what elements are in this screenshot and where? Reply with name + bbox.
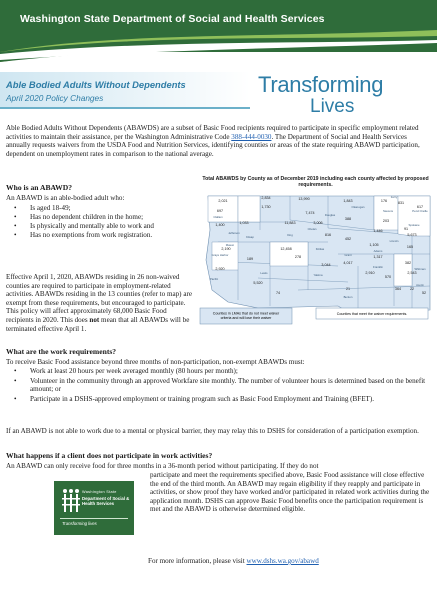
county-value: 816 [324,233,332,237]
logo-divider [60,518,128,519]
bullet-icon: • [14,395,17,404]
county-value: 617 [416,205,424,209]
county-value: 5,673 [407,233,417,237]
work-lead: To receive Basic Food assistance beyond three months of non-participation, non-exempt ABAWDs must: [6,358,305,366]
list-item [6,377,431,394]
effective-emphasis: not [89,315,100,324]
bullet-icon: • [14,230,17,239]
who-heading: Who is an ABAWD? [6,183,73,192]
county-value: 13,990 [298,197,310,201]
county-value: 2,834 [261,196,271,200]
county-name: Grays Harbor [211,253,229,257]
county-name: Asotin [416,283,424,287]
county-value: 165 [406,245,414,249]
bullet-icon: • [14,367,17,375]
list-item-text: Is physically and mentally able to work and [30,221,154,230]
waiver-county [270,242,308,266]
county-name: Pacific [209,277,219,281]
county-name: Chelan [307,227,317,231]
work-list [6,367,431,405]
county-value: 21 [345,287,351,291]
county-value: 278 [294,255,302,259]
effective-text-b: mean that all ABAWDs will be terminated effective April 1. [6,315,190,333]
map-title: Total ABAWDS by County as of December 2019 including each county affected by proposed requirements. [202,176,429,189]
intro-text-a: Able Bodied Adults Without Dependents (ABAWDS) are a subset of Basic Food recipients required to participate in specific employment related activities to maintain their assistance, per the Washington Administrative Code [6,124,419,141]
logo-tagline: Transforming lives [62,521,97,526]
title-band [0,72,250,110]
county-value: 1,105 [369,243,379,247]
county-value: 11,883 [284,221,296,225]
county-value: 22 [409,287,415,291]
abawd-link[interactable]: www.dshs.wa.gov/abawd [246,557,319,565]
bullet-icon: • [14,212,17,221]
what-paragraph-cont: participate and meet the requirements specified above, Basic Food assistance will close effective the end of the third month. An ABAWD may regain eligibility if they reapply and participate in activities, or show proof they have worked and/or participated in related work activities during the application month. DSHS can approve Basic Food benefits once the participation requirement is met and the ABAWD is otherwise determined eligible. [150,471,430,514]
dshs-people-icon [62,488,80,514]
county-name: Clallam [213,215,223,219]
header-swoosh [0,30,437,62]
list-item-text: Has no dependent children in the home; [30,212,144,221]
county-name: Benton [343,295,353,299]
county-value: 388 [344,217,352,221]
header-title: Washington State Department of Social and Health Services [20,13,325,25]
county-value: 176 [380,199,388,203]
county-value: 382 [404,261,412,265]
map-graphic [198,190,433,328]
who-lead: An ABAWD is an able-bodied adult who: [6,194,125,202]
county-value: 452 [344,237,352,241]
county-value: 189 [246,257,254,261]
county-value: 3,044 [321,263,331,267]
list-item-text: Participate in a DSHS-approved employment or training program such as Basic Food Employment and Training (BFET). [30,395,374,404]
waiver-county [238,196,260,222]
bullet-icon: • [14,204,17,212]
county-value: 1,843 [343,199,353,203]
doc-title: Able Bodied Adults Without Dependents [6,79,186,90]
doc-subtitle: April 2020 Policy Changes [6,93,104,103]
list-item-text: Is aged 18-49; [30,204,71,212]
list-item [6,222,196,231]
bullet-icon: • [14,221,17,230]
tagline-transforming: Transforming [258,72,384,97]
bullet-icon: • [14,376,17,385]
wac-link[interactable]: 388-444-0030 [231,132,272,141]
list-item [6,213,196,222]
county-value: 2,021 [218,199,228,203]
county-name: Franklin [373,265,383,269]
list-item [6,204,196,213]
list-item [6,395,431,404]
title-underline [0,107,250,109]
county-name: Ferry [390,195,398,199]
more-info-text: For more information, please visit [148,557,247,565]
county-name: Lincoln [389,239,399,243]
list-item [6,231,196,240]
county-value: 7,474 [305,211,315,215]
county-value: 697 [216,209,224,213]
logo-wa-text: Washington State [82,490,117,494]
county-value: 1,400 [215,223,225,227]
county-name: Yakima [313,273,323,277]
county-value: 91 [403,227,409,231]
county-name: Okanogan [351,205,365,209]
tagline-lives: Lives [310,96,355,117]
more-info-paragraph [148,557,431,566]
county-name: King [287,233,293,237]
county-name: Lewis [260,271,268,275]
effective-text-a: Effective April 1, 2020, ABAWDs residing in 26 non-waived counties are required to participate in employment-related activities. ABAWDs residing in the 13 counties (refer to map) are exempt from these requirements, but encouraged to participate. This policy will affect approximately 68,000 Basic Food recipients in 2020. This does [6,273,192,324]
county-name: Mason [225,243,235,247]
county-value: 5,520 [253,281,263,285]
logo-dept-text: Department of Social & Health Services [82,496,130,506]
county-value: 1,317 [373,255,383,259]
county-value: 570 [384,275,392,279]
county-map [198,176,433,328]
county-value: 831 [397,201,405,205]
waiver-county [394,254,412,286]
county-value: 203 [382,219,390,223]
effective-paragraph [6,273,194,333]
county-value: 1,446 [373,229,383,233]
county-name: Pend Oreille [412,209,428,213]
county-name: Douglas [324,213,336,217]
county-value: 3,006 [313,221,323,225]
county-name: Jefferson [228,231,240,235]
county-value: 4,017 [343,261,353,265]
county-name: Whitman [414,267,426,271]
list-item [6,367,431,376]
relay-paragraph: If an ABAWD is not able to work due to a mental or physical barrier, they may relay this to DSHS for consideration of a participation exemption. [6,427,419,435]
what-heading: What happens if a client does not participate in work activities? [6,451,213,460]
county-name: Kitsap [246,235,254,239]
intro-paragraph [6,124,431,158]
county-value: 2,190 [221,247,231,251]
what-paragraph-start: An ABAWD can only receive food for three months in a 36-month period without participating. If they do not [6,462,319,470]
legend-lose-waiver-text: Counties in LMAs that do not meet waiver criteria and will lose their waiver [212,311,280,321]
legend-meet-waiver-text: Counties that meet the waiver requirements. [336,312,408,316]
county-name: Spokane [408,223,420,227]
work-heading: What are the work requirements? [6,347,117,356]
county-value: 1,730 [261,205,271,209]
county-value: 364 [394,287,402,291]
county-name: Grant [344,253,352,257]
county-value: 74 [275,291,281,295]
intro-text-b: . The Department of Social and Health Services annually requests waivers from the USDA Food and Nutrition Services, identifying counties or areas of the state requiring ABAWD participation, dependent on unemployment rates in comparison to the national average. [6,132,420,158]
list-item-text: Work at least 20 hours per week averaged monthly (80 hours per month); [30,367,238,375]
county-value: 2,920 [215,267,225,271]
county-value: 1,033 [239,221,249,225]
county-value: 2,543 [407,271,417,275]
county-name: Kittitas [315,247,325,251]
county-name: Adams [373,249,383,253]
county-name: Stevens [382,209,394,213]
who-list [6,204,196,240]
dshs-logo [54,481,134,535]
county-value: 2,910 [365,271,375,275]
county-value: 52 [421,291,427,295]
list-item-text: Volunteer in the community through an approved Workfare site monthly. The number of volunteer hours is determined based on the benefit amount; or [30,376,426,394]
list-item-text: Has no exemptions from work registration. [30,230,153,239]
county-value: 12,458 [280,247,292,251]
